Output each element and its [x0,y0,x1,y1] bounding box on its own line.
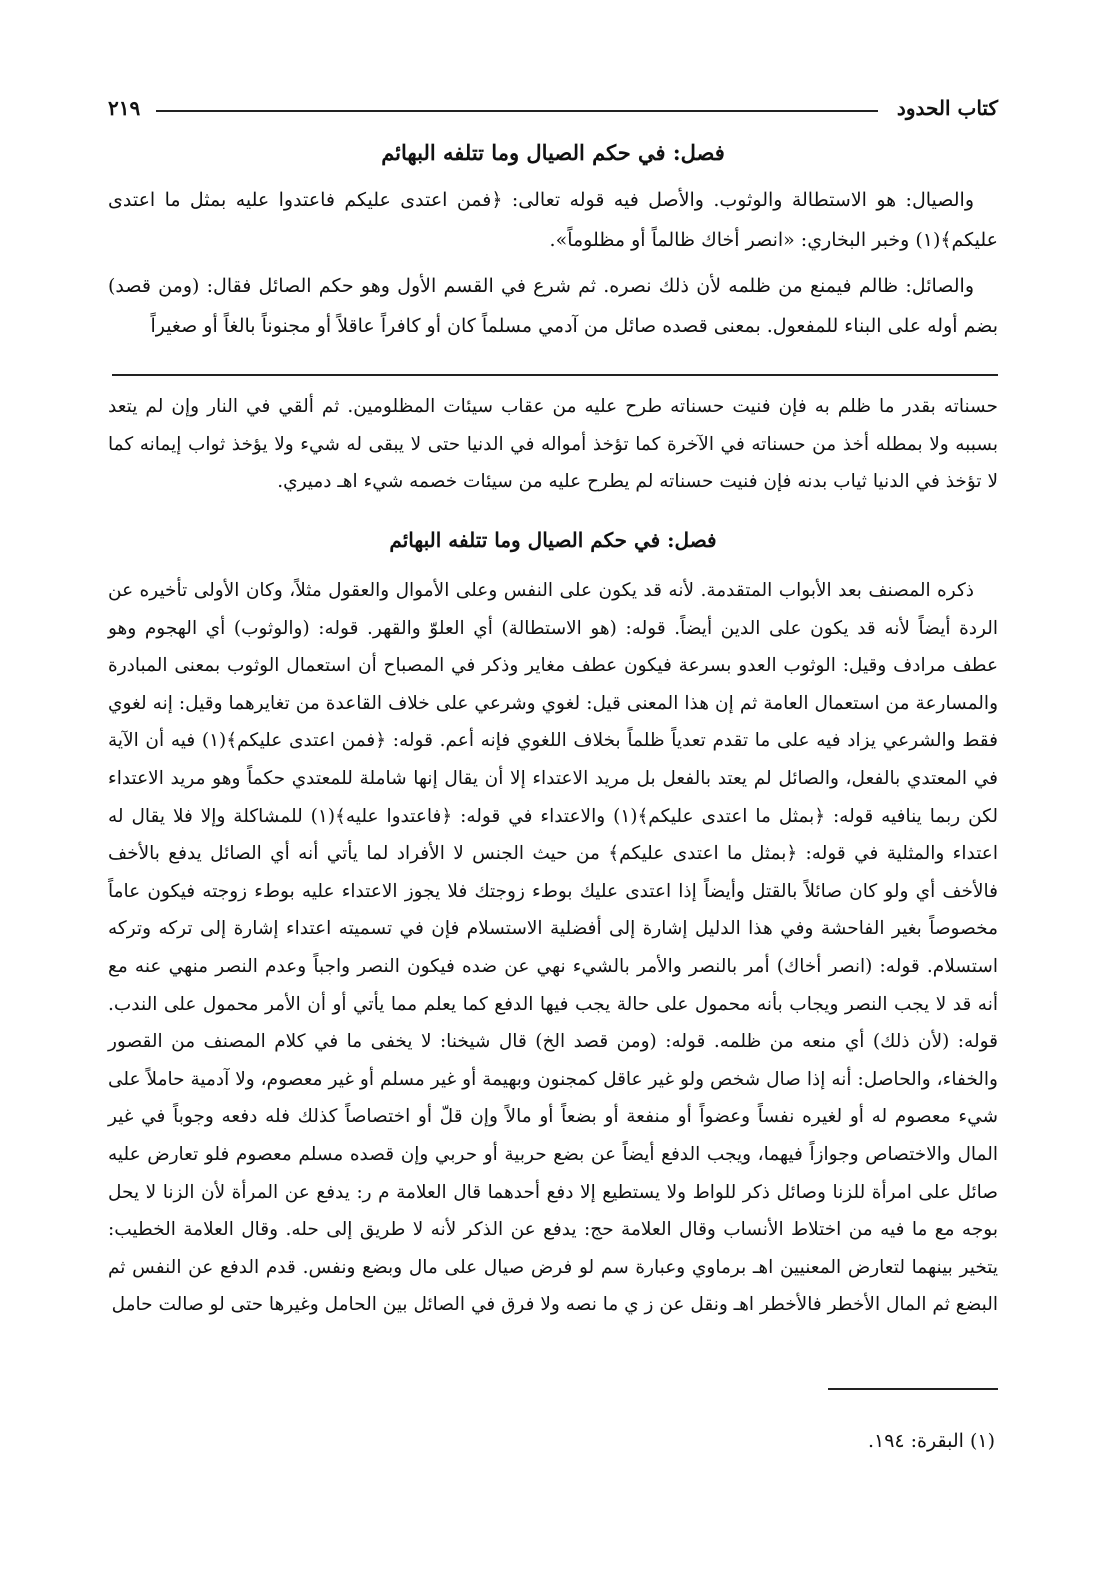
running-title: كتاب الحدود [896,96,998,120]
text-divider [112,374,998,376]
commentary-paragraph: ذكره المصنف بعد الأبواب المتقدمة. لأنه قد يكون على النفس وعلى الأموال والعقول مثلاً، وكان الأولى تأخيره عن الردة أيضاً لأنه قد يكون على الدين أيضاً. قوله: (هو الاستطالة) أي العلوّ والقهر. قوله: (والوثوب) أي الهجوم وهو عطف مرادف وقيل: الوثوب العدو بسرعة فيكون عطف مغاير وذكر في المصباح أن استعمال الوثوب بمعنى المبادرة والمسارعة من استعمال العامة ثم إن هذا المعنى قيل: لغوي وشرعي على خلاف القاعدة من تغايرهما وقيل: إنه لغوي فقط والشرعي يزاد فيه على ما تقدم تعدياً ظلماً بخلاف اللغوي فإنه أعم. قوله: ﴿فمن اعتدى عليكم﴾(١) فيه أن الآية في المعتدي بالفعل، والصائل لم يعتد بالفعل بل مريد الاعتداء إلا أن يقال إنها شاملة للمعتدي حكماً وهو مريد الاعتداء لكن ربما ينافيه قوله: ﴿بمثل ما اعتدى عليكم﴾(١) والاعتداء في قوله: ﴿فاعتدوا عليه﴾(١) للمشاكلة وإلا فلا يقال له اعتداء والمثلية في قوله: ﴿بمثل ما اعتدى عليكم﴾ من حيث الجنس لا الأفراد لما يأتي أنه أي الصائل يدفع بالأخف فالأخف أي ولو كان صائلاً بالقتل وأيضاً إذا اعتدى عليك بوطء زوجتك فلا يجوز الاعتداء عليه بوطء زوجته فيكون عاماً مخصوصاً بغير الفاحشة وفي هذا الدليل إشارة إلى أفضلية الاستسلام فإن في تسميته اعتداء إشارة إلى تركه وتركه استسلام. قوله: (انصر أخاك) أمر بالنصر والأمر بالشيء نهي عن ضده فيكون النصر واجباً وعدم النصر منهي عنه مع أنه قد لا يجب النصر ويجاب بأنه محمول على حالة يجب فيها الدفع كما يعلم مما يأتي أو أن الأمر محمول على الندب. قوله: (لأن ذلك) أي منعه من ظلمه. قوله: (ومن قصد الخ) قال شيخنا: لا يخفى ما في كلام المصنف من القصور والخفاء، والحاصل: أنه إذا صال شخص ولو غير عاقل كمجنون وبهيمة أو غير مسلم أو غير معصوم، ولا آدمية حاملاً على شيء معصوم له أو لغيره نفساً وعضواً أو منفعة أو بضعاً أو مالاً وإن قلّ أو اختصاصاً كذلك فله دفعه وجوباً في غير المال والاختصاص وجوازاً فيهما، ويجب الدفع أيضاً عن بضع حربية أو حربي وإن قصده مسلم معصوم فلو تعارض عليه صائل على امرأة للزنا وصائل ذكر للواط ولا يستطيع إلا دفع أحدهما قال العلامة م ر: يدفع عن المرأة لأن الزنا لا يحل بوجه مع ما فيه من اختلاط الأنساب وقال العلامة حج: يدفع عن الذكر لأنه لا طريق إلى حله. وقال العلامة الخطيب: يتخير بينهما لتعارض المعنيين اهـ برماوي وعبارة سم لو فرض صيال على مال وبضع ونفس. قدم الدفع عن النفس ثم البضع ثم المال الأخطر فالأخطر اهـ ونقل عن ز ي ما نصه ولا فرق في الصائل بين الحامل وغيرها حتى لو صالت حامل [108,580,998,1316]
commentary-paragraph: حسناته بقدر ما ظلم به فإن فنيت حسناته طرح عليه من عقاب سيئات المظلومين. ثم ألقي في النار وإن لم يتعد بسببه ولا بمطله أخذ من حسناته في الآخرة كما تؤخذ أمواله في الدنيا حتى لا يبقى له شيء ولا يؤخذ ثواب إيمانه كما لا تؤخذ في الدنيا ثياب بدنه فإن فنيت حسناته لم يطرح عليه من سيئات خصمه شيء اهـ دميري. [108,396,998,493]
page-number: ٢١٩ [108,96,141,120]
section-title-commentary: فصل: في حكم الصيال وما تتلفه البهائم [389,528,717,552]
commentary-body [108,572,998,1324]
main-paragraph: والصائل: ظالم فيمنع من ظلمه لأن ذلك نصره. ثم شرع في القسم الأول وهو حكم الصائل فقال: (ومن قصد) بضم أوله على البناء للمفعول. بمعنى قصده صائل من آدمي مسلماً كان أو كافراً عاقلاً أو مجنوناً بالغاً أو صغيراً [108,275,998,337]
page-header [108,92,998,132]
main-paragraph: والصيال: هو الاستطالة والوثوب. والأصل فيه قوله تعالى: ﴿فمن اعتدى عليكم فاعتدوا عليه بمثل ما اعتدى عليكم﴾(١) وخبر البخاري: «انصر أخاك ظالماً أو مظلوماً». [108,189,998,251]
header-rule [156,110,878,112]
footnote-rule [828,1388,998,1390]
main-text [108,180,998,346]
section-title-main: فصل: في حكم الصيال وما تتلفه البهائم [381,140,725,165]
commentary-top [108,388,998,501]
footnote: (١) البقرة: ١٩٤. [867,1430,995,1452]
